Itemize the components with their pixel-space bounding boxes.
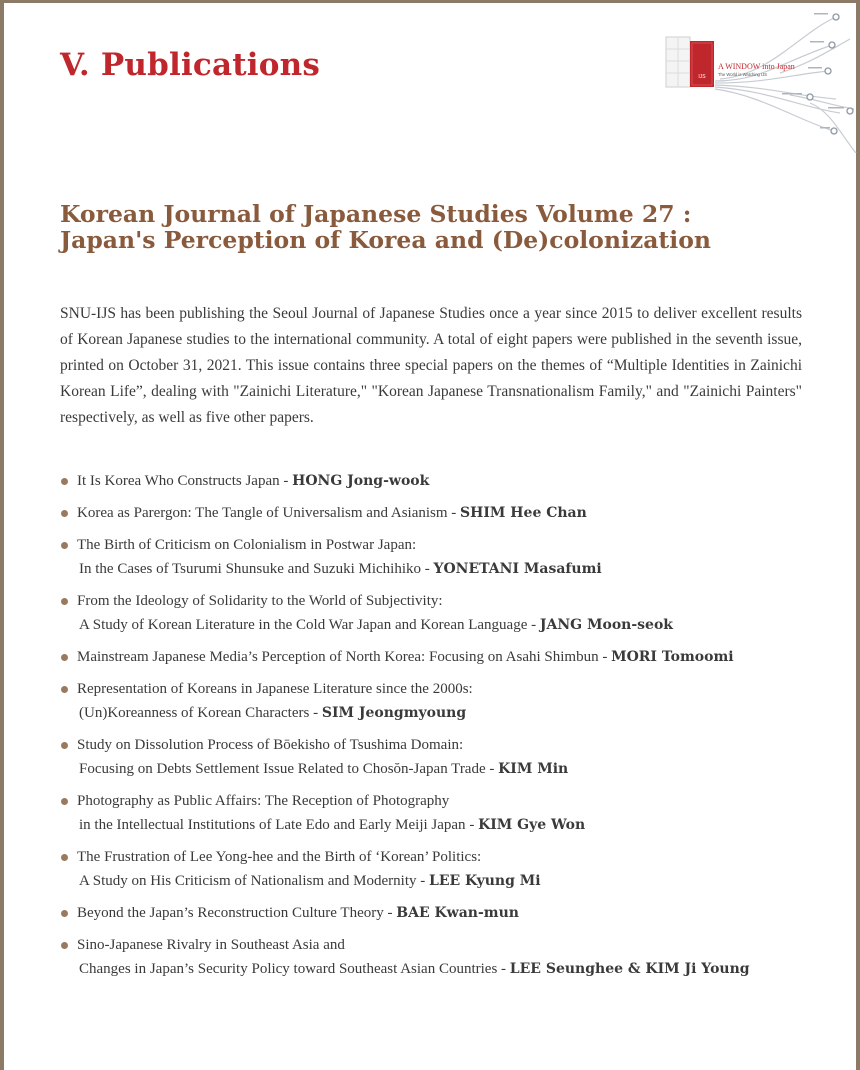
publication-item: Korea as Parergon: The Tangle of Universalism and Asianism - SHIM Hee Chan xyxy=(60,501,830,525)
bullet-icon xyxy=(61,798,68,805)
publication-subtitle: Focusing on Debts Settlement Issue Related to Chosŏn-Japan Trade xyxy=(79,761,486,777)
publication-item: It Is Korea Who Constructs Japan - HONG Jong-wook xyxy=(60,469,830,493)
intro-paragraph: SNU-IJS has been publishing the Seoul Journal of Japanese Studies once a year since 2015 to deliver excellent results of Korean Japanese studies to the international community. A total of eight papers were published in the seventh issue, printed on October 31, 2021. This issue contains three special papers on the themes of “Multiple Identities in Zainichi Korean Life”, dealing with "Zainichi Literature," "Korean Japanese Transnationalism Family," and "Zainichi Painters" respectively, as well as five other papers. xyxy=(60,305,802,426)
publication-author: JANG Moon-seok xyxy=(539,617,673,633)
publication-author: MORI Tomoomi xyxy=(611,649,734,665)
ijs-window-logo xyxy=(660,3,860,153)
publication-subtitle: A Study on His Criticism of Nationalism and Modernity xyxy=(79,873,417,889)
publication-item: Sino-Japanese Rivalry in Southeast Asia and Changes in Japan’s Security Policy toward Southeast Asian Countries - LEE Seunghee & KIM Ji Young xyxy=(60,933,830,981)
publication-author: HONG Jong-wook xyxy=(292,473,430,489)
bullet-icon xyxy=(61,654,68,661)
publication-author: LEE Kyung Mi xyxy=(429,873,541,889)
publication-title: Sino-Japanese Rivalry in Southeast Asia and xyxy=(77,937,345,953)
logo-tagline: The World is Watching IJS xyxy=(718,72,768,77)
bullet-icon xyxy=(61,510,68,517)
publication-title: Korea as Parergon: The Tangle of Universalism and Asianism xyxy=(77,505,448,521)
publication-subtitle: In the Cases of Tsurumi Shunsuke and Suzuki Michihiko xyxy=(79,561,421,577)
article-title xyxy=(60,201,711,253)
publication-title: Photography as Public Affairs: The Reception of Photography xyxy=(77,793,450,809)
publication-subtitle: in the Intellectual Institutions of Late Edo and Early Meiji Japan xyxy=(79,817,466,833)
publication-title: Mainstream Japanese Media’s Perception of North Korea: Focusing on Asahi Shimbun xyxy=(77,649,599,665)
article-title-line2: Japan's Perception of Korea and (De)colonization xyxy=(60,226,711,254)
publication-item: Beyond the Japan’s Reconstruction Culture Theory - BAE Kwan-mun xyxy=(60,901,830,925)
publication-item: The Birth of Criticism on Colonialism in Postwar Japan: In the Cases of Tsurumi Shunsuke and Suzuki Michihiko - YONETANI Masafumi xyxy=(60,533,830,581)
publication-item: From the Ideology of Solidarity to the World of Subjectivity: A Study of Korean Literature in the Cold War Japan and Korean Language - JANG Moon-seok xyxy=(60,589,830,637)
bullet-icon xyxy=(61,478,68,485)
bullet-icon xyxy=(61,598,68,605)
publication-title: Study on Dissolution Process of Bōekisho of Tsushima Domain: xyxy=(77,737,464,753)
publication-title: The Birth of Criticism on Colonialism in Postwar Japan: xyxy=(77,537,417,553)
publication-list xyxy=(60,469,830,989)
publication-title: It Is Korea Who Constructs Japan xyxy=(77,473,280,489)
publication-subtitle: A Study of Korean Literature in the Cold War Japan and Korean Language xyxy=(79,617,528,633)
publication-author: KIM Gye Won xyxy=(478,817,586,833)
bullet-icon xyxy=(61,942,68,949)
publication-title: The Frustration of Lee Yong-hee and the Birth of ‘Korean’ Politics: xyxy=(77,849,482,865)
publication-title: Beyond the Japan’s Reconstruction Culture Theory xyxy=(77,905,384,921)
logo-window-text: A WINDOW into Japan xyxy=(718,62,795,71)
bullet-icon xyxy=(61,910,68,917)
publication-title: From the Ideology of Solidarity to the World of Subjectivity: xyxy=(77,593,443,609)
publication-subtitle: (Un)Koreanness of Korean Characters xyxy=(79,705,310,721)
publication-item: The Frustration of Lee Yong-hee and the Birth of ‘Korean’ Politics: A Study on His Criticism of Nationalism and Modernity - LEE Kyung Mi xyxy=(60,845,830,893)
publication-title: Representation of Koreans in Japanese Literature since the 2000s: xyxy=(77,681,473,697)
publication-author: KIM Min xyxy=(498,761,569,777)
publication-item: Representation of Koreans in Japanese Literature since the 2000s: (Un)Koreanness of Korean Characters - SIM Jeongmyoung xyxy=(60,677,830,725)
publication-author: SIM Jeongmyoung xyxy=(321,705,467,721)
publication-author: LEE Seunghee & KIM Ji Young xyxy=(509,961,750,977)
bullet-icon xyxy=(61,686,68,693)
publication-item: Mainstream Japanese Media’s Perception of North Korea: Focusing on Asahi Shimbun - MORI Tomoomi xyxy=(60,645,830,669)
publication-item: Photography as Public Affairs: The Reception of Photography in the Intellectual Institutions of Late Edo and Early Meiji Japan - KIM Gye Won xyxy=(60,789,830,837)
article-title-line1: Korean Journal of Japanese Studies Volume 27 : xyxy=(60,200,692,228)
logo-book-text: IJS xyxy=(698,74,706,80)
bullet-icon xyxy=(61,542,68,549)
bullet-icon xyxy=(61,854,68,861)
publication-author: SHIM Hee Chan xyxy=(460,505,587,521)
publication-author: BAE Kwan-mun xyxy=(396,905,519,921)
publication-subtitle: Changes in Japan’s Security Policy toward Southeast Asian Countries xyxy=(79,961,498,977)
publication-author: YONETANI Masafumi xyxy=(433,561,602,577)
section-title: V. Publications xyxy=(60,47,321,83)
publication-item: Study on Dissolution Process of Bōekisho of Tsushima Domain: Focusing on Debts Settlement Issue Related to Chosŏn-Japan Trade - KIM Min xyxy=(60,733,830,781)
bullet-icon xyxy=(61,742,68,749)
